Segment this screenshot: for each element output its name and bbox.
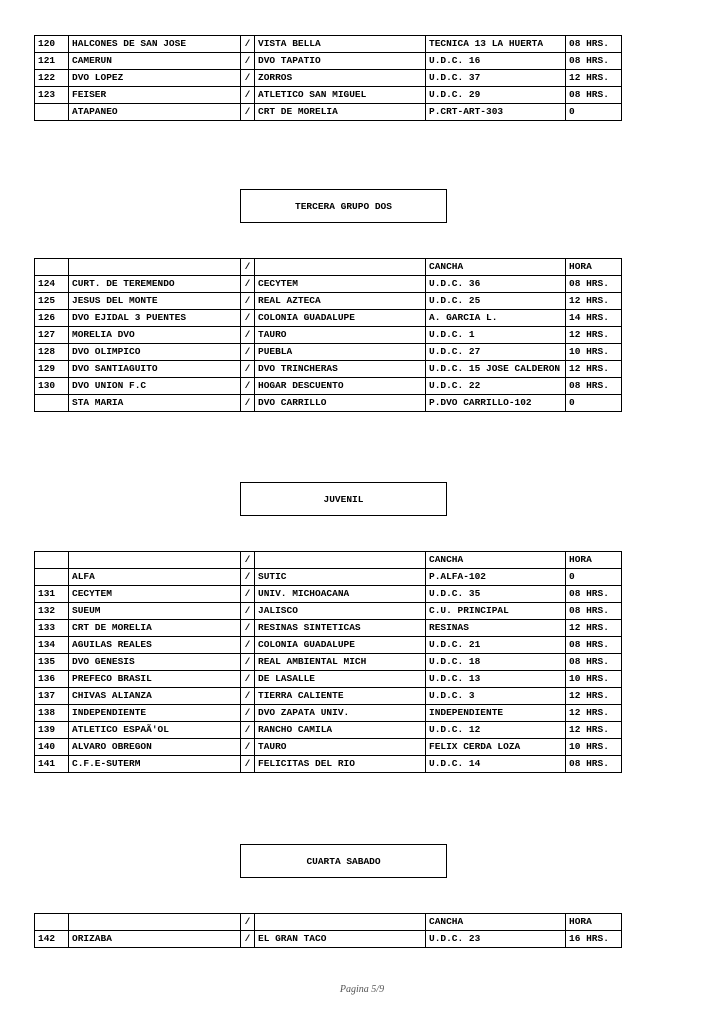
vs-separator-cell: /	[241, 293, 255, 310]
field-cell: U.D.C. 18	[426, 654, 566, 671]
home-team-cell: JESUS DEL MONTE	[69, 293, 241, 310]
vs-separator-cell: /	[241, 637, 255, 654]
away-team-cell	[255, 259, 426, 276]
table-row	[35, 603, 622, 620]
match-number-cell: 141	[35, 756, 69, 773]
match-number-cell: 128	[35, 344, 69, 361]
home-team-cell: MORELIA DVO	[69, 327, 241, 344]
away-team-cell: SUTIC	[255, 569, 426, 586]
vs-separator-cell: /	[241, 53, 255, 70]
table-row	[35, 327, 622, 344]
away-team-cell	[255, 914, 426, 931]
away-team-cell: DVO ZAPATA UNIV.	[255, 705, 426, 722]
home-team-cell	[69, 259, 241, 276]
match-number-cell: 122	[35, 70, 69, 87]
table-row	[35, 654, 622, 671]
table-row	[35, 344, 622, 361]
vs-separator-cell: /	[241, 603, 255, 620]
field-cell: TECNICA 13 LA HUERTA	[426, 36, 566, 53]
field-cell: RESINAS	[426, 620, 566, 637]
match-number-cell: 123	[35, 87, 69, 104]
time-cell: 10 HRS.	[566, 739, 622, 756]
home-team-cell: DVO GENESIS	[69, 654, 241, 671]
vs-separator-cell: /	[241, 259, 255, 276]
away-team-cell: ATLETICO SAN MIGUEL	[255, 87, 426, 104]
match-number-cell: 124	[35, 276, 69, 293]
match-number-cell: 129	[35, 361, 69, 378]
match-number-cell: 120	[35, 36, 69, 53]
field-cell: U.D.C. 1	[426, 327, 566, 344]
home-team-cell	[69, 552, 241, 569]
away-team-cell: HOGAR DESCUENTO	[255, 378, 426, 395]
home-team-cell: SUEUM	[69, 603, 241, 620]
time-cell: HORA	[566, 552, 622, 569]
match-number-cell: 130	[35, 378, 69, 395]
home-team-cell: ORIZABA	[69, 931, 241, 948]
vs-separator-cell: /	[241, 722, 255, 739]
field-cell: U.D.C. 12	[426, 722, 566, 739]
time-cell: HORA	[566, 259, 622, 276]
home-team-cell: HALCONES DE SAN JOSE	[69, 36, 241, 53]
table-row	[35, 87, 622, 104]
table-row	[35, 53, 622, 70]
field-cell: CANCHA	[426, 552, 566, 569]
match-table-tercera-grupo-dos	[34, 258, 622, 412]
table-row	[35, 378, 622, 395]
time-cell: 08 HRS.	[566, 87, 622, 104]
away-team-cell: DE LASALLE	[255, 671, 426, 688]
match-table-1	[34, 35, 622, 121]
vs-separator-cell: /	[241, 276, 255, 293]
time-cell: HORA	[566, 914, 622, 931]
match-number-cell: 134	[35, 637, 69, 654]
time-cell: 08 HRS.	[566, 637, 622, 654]
match-number-cell: 139	[35, 722, 69, 739]
home-team-cell: INDEPENDIENTE	[69, 705, 241, 722]
table-row	[35, 361, 622, 378]
table-row	[35, 688, 622, 705]
time-cell: 12 HRS.	[566, 705, 622, 722]
field-cell: A. GARCIA L.	[426, 310, 566, 327]
home-team-cell: CURT. DE TEREMENDO	[69, 276, 241, 293]
away-team-cell: JALISCO	[255, 603, 426, 620]
home-team-cell: AGUILAS REALES	[69, 637, 241, 654]
table-row	[35, 586, 622, 603]
table-row	[35, 569, 622, 586]
away-team-cell: DVO TRINCHERAS	[255, 361, 426, 378]
section-title: TERCERA GRUPO DOS	[295, 200, 392, 212]
time-cell: 0	[566, 569, 622, 586]
field-cell: U.D.C. 36	[426, 276, 566, 293]
table-row	[35, 705, 622, 722]
table-row	[35, 739, 622, 756]
time-cell: 12 HRS.	[566, 293, 622, 310]
page-number: Pagina 5/9	[339, 984, 385, 995]
field-cell: U.D.C. 15 JOSE CALDERON	[426, 361, 566, 378]
home-team-cell: DVO OLIMPICO	[69, 344, 241, 361]
home-team-cell: ATLETICO ESPAÃ'OL	[69, 722, 241, 739]
time-cell: 12 HRS.	[566, 70, 622, 87]
time-cell: 08 HRS.	[566, 53, 622, 70]
away-team-cell: RESINAS SINTETICAS	[255, 620, 426, 637]
time-cell: 12 HRS.	[566, 620, 622, 637]
time-cell: 08 HRS.	[566, 654, 622, 671]
time-cell: 0	[566, 104, 622, 121]
match-number-cell: 136	[35, 671, 69, 688]
table-row	[35, 70, 622, 87]
vs-separator-cell: /	[241, 87, 255, 104]
home-team-cell: ALFA	[69, 569, 241, 586]
match-number-cell: 131	[35, 586, 69, 603]
match-number-cell: 126	[35, 310, 69, 327]
field-cell: CANCHA	[426, 259, 566, 276]
page-footer	[0, 984, 724, 995]
away-team-cell: DVO CARRILLO	[255, 395, 426, 412]
vs-separator-cell: /	[241, 344, 255, 361]
time-cell: 12 HRS.	[566, 361, 622, 378]
vs-separator-cell: /	[241, 378, 255, 395]
field-cell: P.DVO CARRILLO-102	[426, 395, 566, 412]
field-cell: U.D.C. 16	[426, 53, 566, 70]
match-number-cell: 138	[35, 705, 69, 722]
match-number-cell: 142	[35, 931, 69, 948]
section-title-box	[240, 189, 447, 223]
time-cell: 08 HRS.	[566, 756, 622, 773]
table-header-row	[35, 914, 622, 931]
field-cell: U.D.C. 21	[426, 637, 566, 654]
time-cell: 10 HRS.	[566, 344, 622, 361]
home-team-cell: STA MARIA	[69, 395, 241, 412]
time-cell: 14 HRS.	[566, 310, 622, 327]
home-team-cell: CRT DE MORELIA	[69, 620, 241, 637]
vs-separator-cell: /	[241, 688, 255, 705]
vs-separator-cell: /	[241, 70, 255, 87]
field-cell: U.D.C. 25	[426, 293, 566, 310]
vs-separator-cell: /	[241, 395, 255, 412]
match-number-cell: 127	[35, 327, 69, 344]
match-number-cell	[35, 914, 69, 931]
vs-separator-cell: /	[241, 914, 255, 931]
away-team-cell: TAURO	[255, 327, 426, 344]
time-cell: 12 HRS.	[566, 327, 622, 344]
vs-separator-cell: /	[241, 931, 255, 948]
match-number-cell	[35, 569, 69, 586]
time-cell: 16 HRS.	[566, 931, 622, 948]
home-team-cell: ATAPANEO	[69, 104, 241, 121]
time-cell: 08 HRS.	[566, 36, 622, 53]
table-row	[35, 671, 622, 688]
table-row	[35, 637, 622, 654]
field-cell: CANCHA	[426, 914, 566, 931]
vs-separator-cell: /	[241, 756, 255, 773]
away-team-cell: UNIV. MICHOACANA	[255, 586, 426, 603]
table-header-row	[35, 552, 622, 569]
vs-separator-cell: /	[241, 586, 255, 603]
table-row	[35, 310, 622, 327]
away-team-cell: VISTA BELLA	[255, 36, 426, 53]
table-row	[35, 931, 622, 948]
match-number-cell	[35, 259, 69, 276]
away-team-cell: RANCHO CAMILA	[255, 722, 426, 739]
table-row	[35, 395, 622, 412]
match-number-cell: 125	[35, 293, 69, 310]
away-team-cell	[255, 552, 426, 569]
time-cell: 12 HRS.	[566, 722, 622, 739]
match-number-cell: 132	[35, 603, 69, 620]
field-cell: U.D.C. 22	[426, 378, 566, 395]
time-cell: 0	[566, 395, 622, 412]
table-row	[35, 620, 622, 637]
vs-separator-cell: /	[241, 327, 255, 344]
table-row	[35, 104, 622, 121]
table-row	[35, 36, 622, 53]
field-cell: U.D.C. 3	[426, 688, 566, 705]
home-team-cell: CHIVAS ALIANZA	[69, 688, 241, 705]
away-team-cell: FELICITAS DEL RIO	[255, 756, 426, 773]
table-row	[35, 293, 622, 310]
field-cell: U.D.C. 27	[426, 344, 566, 361]
home-team-cell: CAMERUN	[69, 53, 241, 70]
vs-separator-cell: /	[241, 569, 255, 586]
field-cell: C.U. PRINCIPAL	[426, 603, 566, 620]
field-cell: FELIX CERDA LOZA	[426, 739, 566, 756]
home-team-cell: DVO LOPEZ	[69, 70, 241, 87]
away-team-cell: CRT DE MORELIA	[255, 104, 426, 121]
time-cell: 08 HRS.	[566, 586, 622, 603]
home-team-cell: FEISER	[69, 87, 241, 104]
match-number-cell: 140	[35, 739, 69, 756]
section-title-box	[240, 844, 447, 878]
away-team-cell: TIERRA CALIENTE	[255, 688, 426, 705]
table-row	[35, 722, 622, 739]
field-cell: P.CRT-ART-303	[426, 104, 566, 121]
away-team-cell: COLONIA GUADALUPE	[255, 310, 426, 327]
vs-separator-cell: /	[241, 361, 255, 378]
away-team-cell: REAL AMBIENTAL MICH	[255, 654, 426, 671]
vs-separator-cell: /	[241, 739, 255, 756]
home-team-cell: DVO EJIDAL 3 PUENTES	[69, 310, 241, 327]
match-number-cell: 137	[35, 688, 69, 705]
time-cell: 08 HRS.	[566, 276, 622, 293]
vs-separator-cell: /	[241, 654, 255, 671]
field-cell: U.D.C. 23	[426, 931, 566, 948]
vs-separator-cell: /	[241, 705, 255, 722]
match-table-juvenil	[34, 551, 622, 773]
match-number-cell	[35, 552, 69, 569]
vs-separator-cell: /	[241, 620, 255, 637]
table-row	[35, 276, 622, 293]
time-cell: 08 HRS.	[566, 378, 622, 395]
field-cell: U.D.C. 37	[426, 70, 566, 87]
field-cell: U.D.C. 35	[426, 586, 566, 603]
vs-separator-cell: /	[241, 104, 255, 121]
table-header-row	[35, 259, 622, 276]
field-cell: U.D.C. 13	[426, 671, 566, 688]
match-number-cell: 121	[35, 53, 69, 70]
match-number-cell	[35, 104, 69, 121]
match-number-cell: 133	[35, 620, 69, 637]
field-cell: P.ALFA-102	[426, 569, 566, 586]
vs-separator-cell: /	[241, 671, 255, 688]
vs-separator-cell: /	[241, 310, 255, 327]
table-row	[35, 756, 622, 773]
match-number-cell	[35, 395, 69, 412]
home-team-cell: DVO SANTIAGUITO	[69, 361, 241, 378]
match-number-cell: 135	[35, 654, 69, 671]
away-team-cell: EL GRAN TACO	[255, 931, 426, 948]
away-team-cell: PUEBLA	[255, 344, 426, 361]
section-title: JUVENIL	[323, 493, 364, 505]
field-cell: U.D.C. 14	[426, 756, 566, 773]
away-team-cell: TAURO	[255, 739, 426, 756]
away-team-cell: REAL AZTECA	[255, 293, 426, 310]
home-team-cell: DVO UNION F.C	[69, 378, 241, 395]
vs-separator-cell: /	[241, 552, 255, 569]
home-team-cell: C.F.E-SUTERM	[69, 756, 241, 773]
time-cell: 08 HRS.	[566, 603, 622, 620]
away-team-cell: COLONIA GUADALUPE	[255, 637, 426, 654]
match-table-cuarta-sabado	[34, 913, 622, 948]
home-team-cell: CECYTEM	[69, 586, 241, 603]
away-team-cell: DVO TAPATIO	[255, 53, 426, 70]
vs-separator-cell: /	[241, 36, 255, 53]
section-title-box	[240, 482, 447, 516]
home-team-cell: ALVARO OBREGON	[69, 739, 241, 756]
home-team-cell: PREFECO BRASIL	[69, 671, 241, 688]
away-team-cell: ZORROS	[255, 70, 426, 87]
section-title: CUARTA SABADO	[306, 855, 381, 867]
time-cell: 12 HRS.	[566, 688, 622, 705]
field-cell: U.D.C. 29	[426, 87, 566, 104]
time-cell: 10 HRS.	[566, 671, 622, 688]
home-team-cell	[69, 914, 241, 931]
field-cell: INDEPENDIENTE	[426, 705, 566, 722]
away-team-cell: CECYTEM	[255, 276, 426, 293]
